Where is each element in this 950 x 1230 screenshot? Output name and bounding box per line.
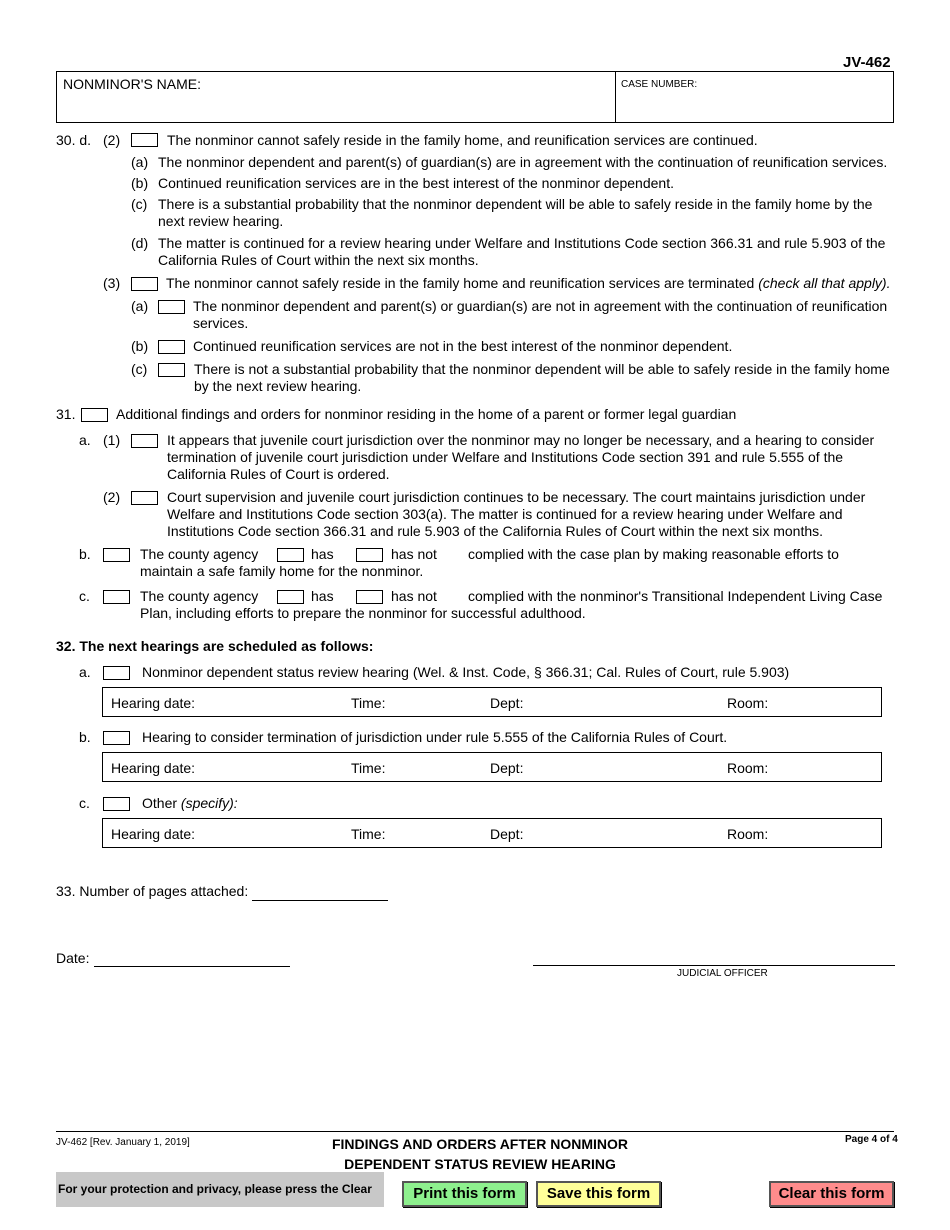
item-31b-text-2: maintain a safe family home for the nonminor. [140, 563, 424, 579]
item-30d2b-label: (b) [131, 175, 149, 191]
item-31a1-text: It appears that juvenile court jurisdiction over the nonminor may no longer be necessary, and a hearing to consider termination of juvenile court jurisdiction under Welfare and Institutions Code section 391 and rule 5.555 of the California Rules of Court is ordered. [167, 432, 875, 482]
item-30d2d-text: The matter is continued for a review hearing under Welfare and Institutions Code section 366.31 and rule 5.903 of the California Rules of Court within the next six months. [158, 235, 886, 268]
item-30d2-text: The nonminor cannot safely reside in the family home, and reunification services are continued. [167, 132, 758, 148]
item-30d2-checkbox[interactable] [131, 133, 158, 147]
header-divider [615, 71, 616, 123]
item-30d2c-text: There is a substantial probability that the nonminor dependent will be able to safely reside in the family home by the next review hearing. [158, 196, 873, 229]
item-33-text: 33. Number of pages attached: [56, 883, 249, 899]
item-30d3-text: The nonminor cannot safely reside in the family home and reunification services are terminated [166, 275, 755, 291]
item-32b-text: Hearing to consider termination of jurisdiction under rule 5.555 of the California Rules of Court. [142, 729, 728, 745]
item-31c-has-not-checkbox[interactable] [356, 590, 383, 604]
item-30d3b-label: (b) [131, 338, 149, 354]
case-number-label: CASE NUMBER: [621, 79, 698, 90]
item-30d3a-text: The nonminor dependent and parent(s) or guardian(s) are not in agreement with the continuation of reunification services. [193, 298, 888, 331]
footer-title-line1: FINDINGS AND ORDERS AFTER NONMINOR [331, 1136, 629, 1152]
item-30d2d-label: (d) [131, 235, 149, 251]
item-32-heading: 32. The next hearings are scheduled as follows: [56, 638, 374, 654]
item-30d3c-checkbox[interactable] [158, 363, 185, 377]
item-31-checkbox[interactable] [81, 408, 108, 422]
item-31b-county-agency: The county agency [140, 546, 259, 562]
item-30d3-num: (3) [103, 275, 121, 291]
hearing-date-label: Hearing date: [111, 695, 196, 711]
room-label: Room: [727, 760, 769, 776]
footer-rev: JV-462 [Rev. January 1, 2019] [56, 1137, 190, 1148]
judicial-officer-label: JUDICIAL OFFICER [677, 968, 768, 979]
footer-title [280, 1134, 680, 1174]
item-32a-hearing-box[interactable] [102, 687, 882, 717]
item-31a-label: a. [79, 432, 91, 448]
item-32b-checkbox[interactable] [103, 731, 130, 745]
item-32b-hearing-box[interactable] [102, 752, 882, 782]
item-31c-has-label: has [311, 588, 334, 604]
nonminor-name-field[interactable] [65, 93, 610, 117]
item-30d3c-label: (c) [131, 361, 148, 377]
hearing-date-label: Hearing date: [111, 760, 196, 776]
item-30d3b-text: Continued reunification services are not in the best interest of the nonminor dependent. [193, 338, 733, 354]
print-button[interactable]: Print this form [402, 1181, 527, 1207]
item-32c-hearing-box[interactable] [102, 818, 882, 848]
item-30d3-line [166, 275, 891, 292]
item-32a-checkbox[interactable] [103, 666, 130, 680]
item-31b-text-1: complied with the case plan by making reasonable efforts to [468, 546, 839, 562]
item-31c-checkbox[interactable] [103, 590, 130, 604]
hearing-date-label: Hearing date: [111, 826, 196, 842]
date-label: Date: [56, 950, 90, 966]
item-31a1-num: (1) [103, 432, 121, 448]
item-31c-has-not-label: has not [391, 588, 437, 604]
dept-label: Dept: [490, 695, 524, 711]
item-32c-line [142, 795, 238, 812]
item-31a2-text: Court supervision and juvenile court jurisdiction continues to be necessary. The court maintains jurisdiction under Welfare and Institutions Code section 303(a). The matter is continued for a review hearing under Welfare and Institutions Code section 366.31 and rule 5.903 of the California Rules of Court within the next six months. [167, 489, 866, 539]
item-30d3a-checkbox[interactable] [158, 300, 185, 314]
item-31a2-checkbox[interactable] [131, 491, 158, 505]
date-field[interactable] [94, 966, 290, 967]
item-30d2c-label: (c) [131, 196, 148, 212]
item-31b-has-checkbox[interactable] [277, 548, 304, 562]
room-label: Room: [727, 695, 769, 711]
item-32c-label: c. [79, 795, 90, 811]
item-30d3c-text: There is not a substantial probability that the nonminor dependent will be able to safely reside in the family home by the next review hearing. [194, 361, 890, 394]
item-32a-text: Nonminor dependent status review hearing (Wel. & Inst. Code, § 366.31; Cal. Rules of Court, rule 5.903) [142, 664, 790, 680]
room-label: Room: [727, 826, 769, 842]
item-30d3-checkbox[interactable] [131, 277, 158, 291]
item-32b-label: b. [79, 729, 91, 745]
dept-label: Dept: [490, 760, 524, 776]
save-button[interactable]: Save this form [536, 1181, 661, 1207]
item-30d2-num: (2) [103, 132, 121, 148]
footer-rule [56, 1131, 894, 1132]
item-31b-has-label: has [311, 546, 334, 562]
item-30d3a-label: (a) [131, 298, 149, 314]
time-label: Time: [351, 760, 386, 776]
item-32c-text: Other [142, 795, 178, 811]
item-31c-label: c. [79, 588, 90, 604]
item-30d3-italic: (check all that apply). [758, 275, 891, 291]
item-31a1-checkbox[interactable] [131, 434, 158, 448]
clear-button[interactable]: Clear this form [769, 1181, 894, 1207]
item-31c-county-agency: The county agency [140, 588, 259, 604]
form-id: JV-462 [843, 54, 891, 71]
item-31a2-num: (2) [103, 489, 121, 505]
item-30d-number: 30. d. [56, 132, 92, 148]
item-31b-has-not-checkbox[interactable] [356, 548, 383, 562]
item-32a-label: a. [79, 664, 91, 680]
nonminor-name-label: NONMINOR'S NAME: [63, 76, 202, 92]
item-32c-checkbox[interactable] [103, 797, 130, 811]
item-31b-label: b. [79, 546, 91, 562]
item-30d3b-checkbox[interactable] [158, 340, 185, 354]
case-number-field[interactable] [621, 93, 889, 117]
footer-page: Page 4 of 4 [845, 1134, 898, 1145]
item-31-number: 31. [56, 406, 76, 422]
item-31c-text-1: complied with the nonminor's Transitional Independent Living Case [468, 588, 883, 604]
pages-attached-field[interactable] [252, 900, 388, 901]
item-31c-text-2: Plan, including efforts to prepare the nonminor for successful adulthood. [140, 605, 586, 621]
item-32c-italic: (specify): [180, 795, 238, 811]
item-31c-has-checkbox[interactable] [277, 590, 304, 604]
footer-title-line2: DEPENDENT STATUS REVIEW HEARING [344, 1156, 616, 1172]
item-30d2a-label: (a) [131, 154, 149, 170]
time-label: Time: [351, 826, 386, 842]
privacy-notice: For your protection and privacy, please press the Clear [56, 1172, 384, 1207]
item-30d2a-text: The nonminor dependent and parent(s) of guardian(s) are in agreement with the continuation of reunification services. [158, 154, 888, 170]
dept-label: Dept: [490, 826, 524, 842]
judicial-officer-line [533, 965, 895, 966]
item-31b-has-not-label: has not [391, 546, 437, 562]
item-30d2b-text: Continued reunification services are in the best interest of the nonminor dependent. [158, 175, 674, 191]
item-31b-checkbox[interactable] [103, 548, 130, 562]
item-31-text: Additional findings and orders for nonminor residing in the home of a parent or former legal guardian [116, 406, 737, 422]
time-label: Time: [351, 695, 386, 711]
